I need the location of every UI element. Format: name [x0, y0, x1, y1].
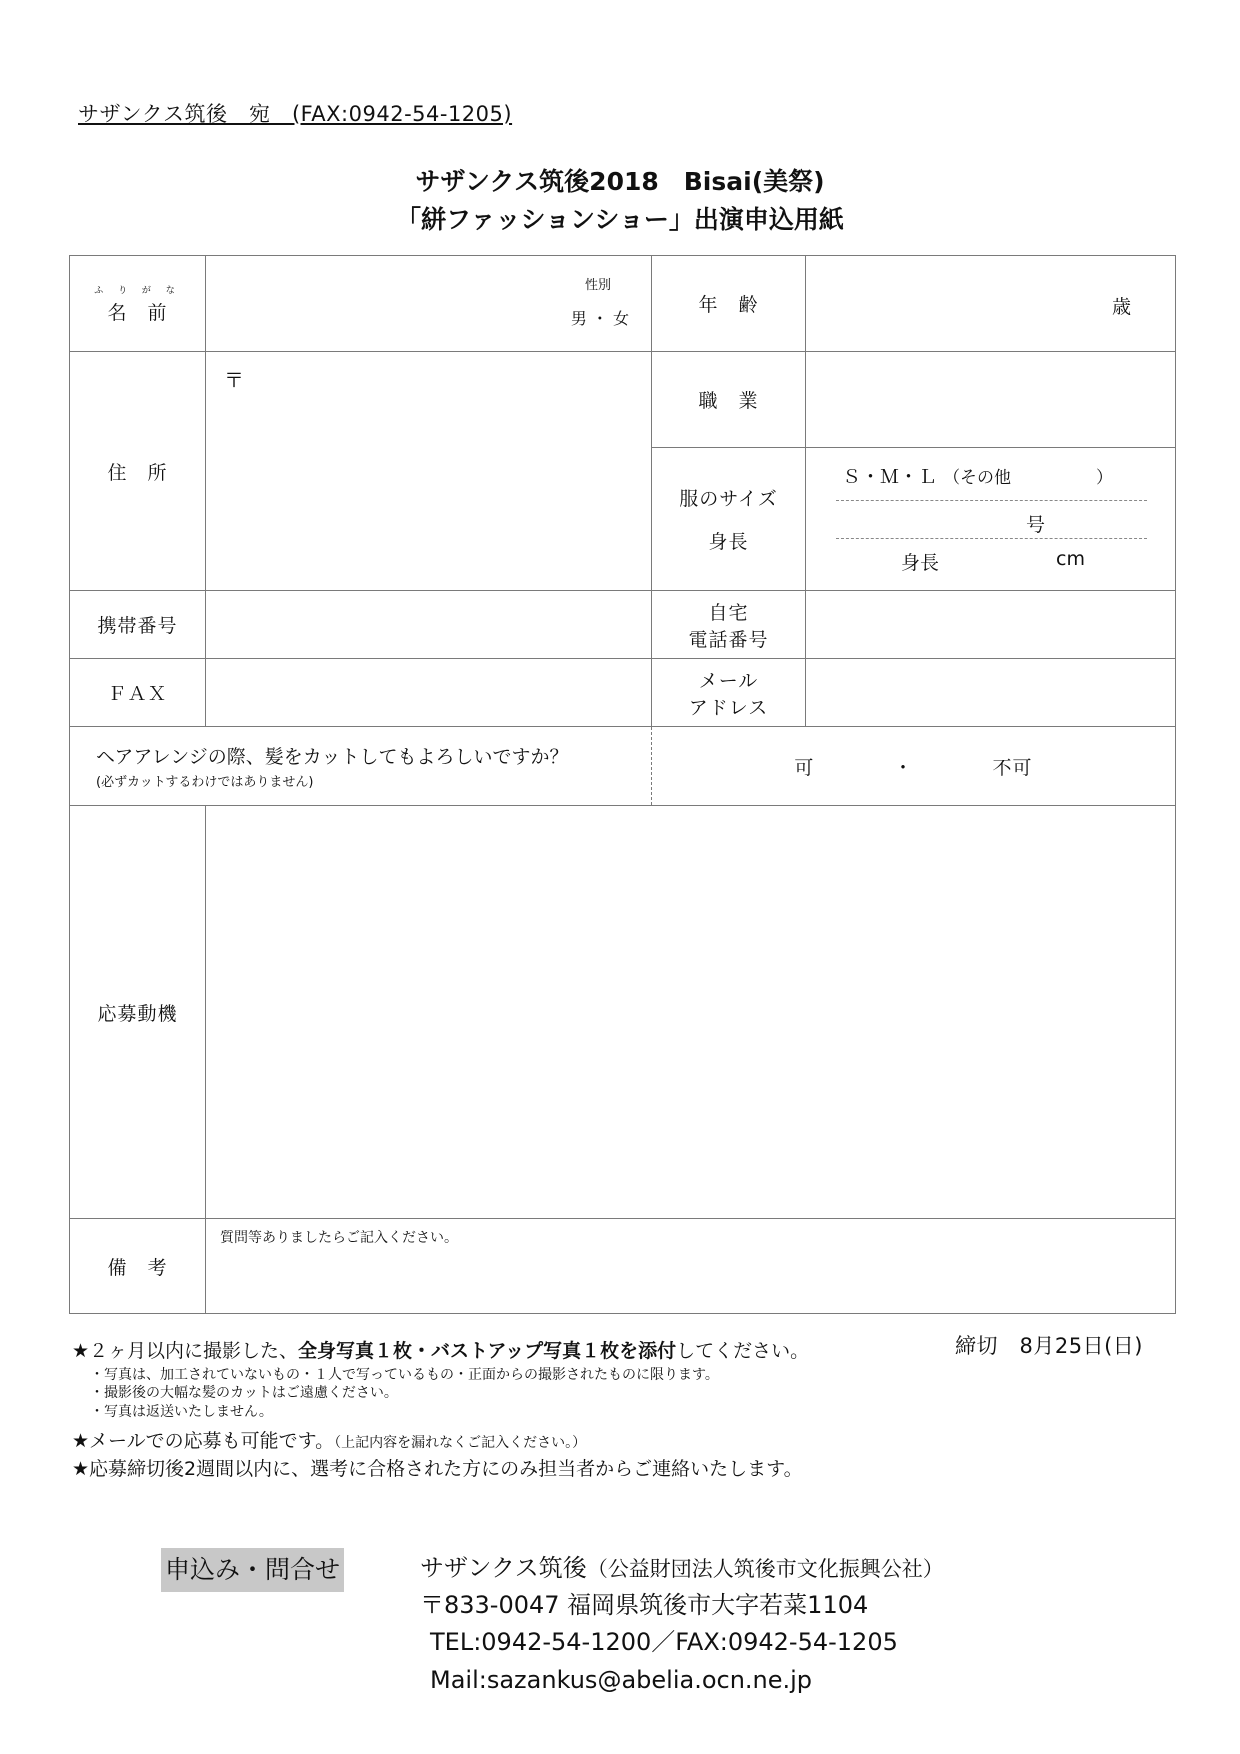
name-field[interactable]: [206, 256, 652, 352]
age-field[interactable]: [806, 256, 1176, 352]
motivation-label: 応募動機: [70, 806, 206, 1219]
fax-label: ＦＡＸ: [70, 659, 206, 727]
hair-question-note: (必ずカットするわけではありません): [96, 775, 314, 790]
contact-notice: ★応募締切後2週間以内に、選考に合格された方にのみ担当者からご連絡いたします。: [72, 1457, 803, 1480]
row-fax-email: [70, 659, 1176, 727]
remarks-field[interactable]: [206, 1219, 1176, 1314]
name-furigana: ふ り が な: [94, 285, 181, 296]
contact-label: 申込み・問合せ: [161, 1548, 344, 1592]
address-field[interactable]: [206, 352, 652, 591]
gender-label: 性別: [584, 278, 611, 293]
size-label-cell: [652, 448, 806, 591]
address-label: 住 所: [70, 352, 206, 591]
photo-note: ★２ヶ月以内に撮影した、全身写真１枚・バストアップ写真１枚を添付してください。: [72, 1340, 810, 1362]
row-name-age: [70, 256, 1176, 352]
hair-no-option[interactable]: 不可: [992, 756, 1033, 779]
notes-section: [72, 1338, 809, 1483]
mobile-field[interactable]: [206, 591, 652, 659]
size-options[interactable]: Ｓ・Ｍ・Ｌ （その他 ）: [842, 466, 1114, 488]
deadline: 締切 8月25日(日): [955, 1334, 1143, 1358]
row-motivation: [70, 806, 1176, 1219]
size-number-unit: 号: [1026, 514, 1046, 536]
occupation-label: 職 業: [652, 352, 806, 448]
application-form-table: [69, 255, 1176, 1314]
hair-yes-option[interactable]: 可: [794, 756, 815, 779]
contact-organization: サザンクス筑後（公益財団法人筑後市文化振興公社）: [420, 1554, 944, 1582]
email-label: メール アドレス: [652, 659, 806, 727]
size-field[interactable]: [806, 448, 1176, 591]
photo-subnote-3: ・写真は返送いたしません。: [90, 1404, 273, 1421]
clothing-size-label: 服のサイズ: [679, 488, 778, 510]
occupation-field[interactable]: [806, 352, 1176, 448]
row-address-occupation: [70, 352, 1176, 448]
row-phone: [70, 591, 1176, 659]
home-phone-field[interactable]: [806, 591, 1176, 659]
contact-tel-fax: TEL:0942-54-1200／FAX:0942-54-1205: [430, 1628, 898, 1657]
name-label-cell: [70, 256, 206, 352]
height-label: 身長: [708, 531, 749, 553]
email-application-note: ★メールでの応募も可能です。（上記内容を漏れなくご記入ください。）: [72, 1430, 587, 1453]
hair-question-cell: [70, 727, 652, 806]
email-field[interactable]: [806, 659, 1176, 727]
hair-question: ヘアアレンジの際、髪をカットしてもよろしいですか？: [96, 746, 569, 768]
photo-subnote-1: ・写真は、加工されていないもの・１人で写っているもの・正面からの撮影されたものに限ります。: [90, 1366, 719, 1383]
fax-field[interactable]: [206, 659, 652, 727]
age-label: 年 齢: [652, 256, 806, 352]
remarks-label: 備 考: [70, 1219, 206, 1314]
motivation-field[interactable]: [206, 806, 1176, 1219]
addressee-line: サザンクス筑後 宛 (FAX:0942-54-1205): [78, 102, 513, 126]
form-title-line1: サザンクス筑後2018 Bisai(美祭): [415, 167, 825, 196]
mobile-label: 携帯番号: [70, 591, 206, 659]
age-unit: 歳: [1111, 296, 1131, 318]
remarks-hint: 質問等ありましたらご記入ください。: [220, 1230, 458, 1246]
home-phone-label: 自宅 電話番号: [652, 591, 806, 659]
hair-answer-cell: [652, 727, 1176, 806]
height-field-label: 身長: [901, 552, 940, 574]
hair-separator: ・: [893, 756, 914, 779]
contact-address: 〒833-0047 福岡県筑後市大字若菜1104: [420, 1591, 869, 1620]
name-label: 名 前: [107, 301, 168, 324]
form-title-line2: 「絣ファッションショー」出演申込用紙: [396, 205, 844, 234]
row-remarks: [70, 1219, 1176, 1314]
postal-mark: 〒: [224, 368, 244, 392]
photo-subnote-2: ・撮影後の大幅な髪のカットはご遠慮ください。: [90, 1385, 398, 1402]
contact-email[interactable]: Mail:sazankus@abelia.ocn.ne.jp: [430, 1665, 813, 1694]
size-dashed-line-2: [836, 538, 1147, 539]
height-unit: cm: [1056, 548, 1085, 570]
row-hair: [70, 727, 1176, 806]
contact-block: [420, 1550, 944, 1699]
gender-options[interactable]: 男 ・ 女: [570, 309, 629, 328]
size-dashed-line-1: [836, 500, 1147, 501]
